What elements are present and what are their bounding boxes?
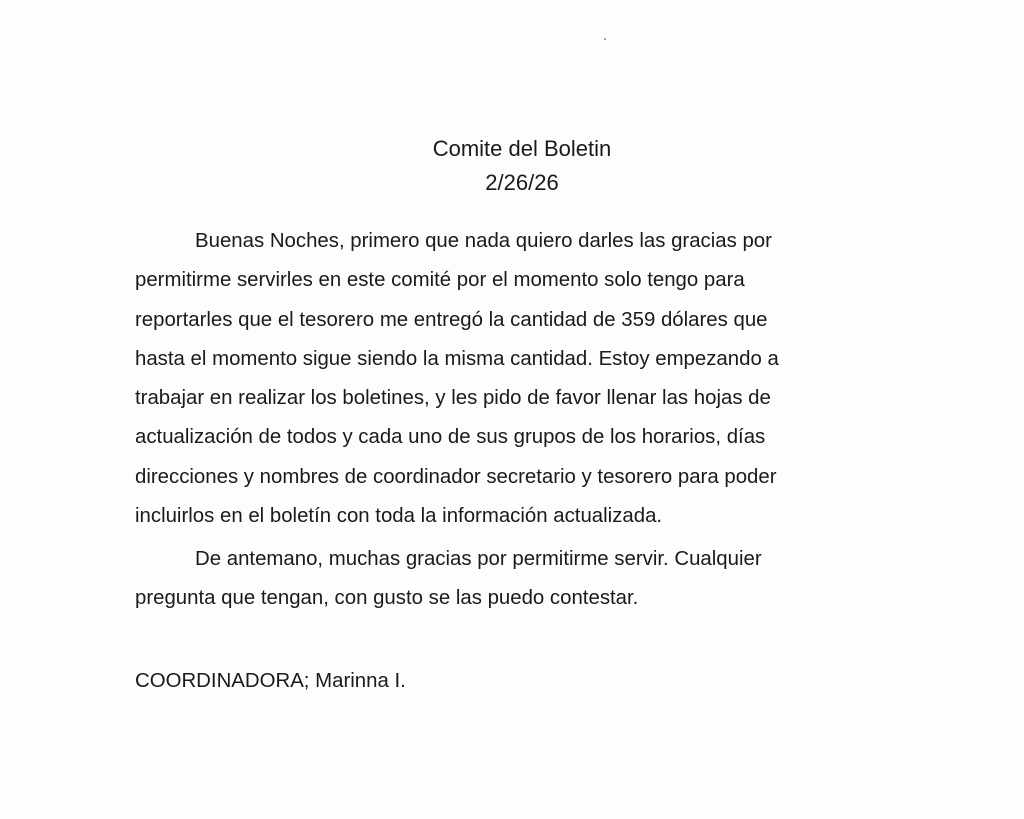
paragraph-line: permitirme servirles en este comité por el momento solo tengo para — [135, 269, 745, 292]
paragraph-line: direcciones y nombres de coordinador secretario y tesorero para poder — [135, 465, 777, 488]
signature-line: COORDINADORA; Marinna I. — [135, 670, 406, 692]
body-paragraph-2 — [135, 540, 895, 619]
paragraph-line: trabajar en realizar los boletines, y les pido de favor llenar las hojas de — [135, 387, 771, 410]
scan-speck — [604, 38, 606, 40]
paragraph-line: hasta el momento sigue siendo la misma cantidad. Estoy empezando a — [135, 347, 779, 370]
paragraph-line: De antemano, muchas gracias por permitirme servir. Cualquier — [195, 548, 762, 570]
paragraph-line: reportarles que el tesorero me entregó la cantidad de 359 dólares que — [135, 308, 768, 331]
document-title: Comite del Boletin — [432, 136, 612, 161]
paragraph-line: actualización de todos y cada uno de sus grupos de los horarios, días — [135, 426, 766, 449]
document-date: 2/26/26 — [485, 170, 559, 195]
body-paragraph-1 — [135, 222, 895, 536]
paragraph-line: incluirlos en el boletín con toda la información actualizada. — [135, 505, 663, 528]
paragraph-line: Buenas Noches, primero que nada quiero darles las gracias por — [195, 230, 772, 252]
paragraph-line: pregunta que tengan, con gusto se las puedo contestar. — [135, 587, 639, 610]
